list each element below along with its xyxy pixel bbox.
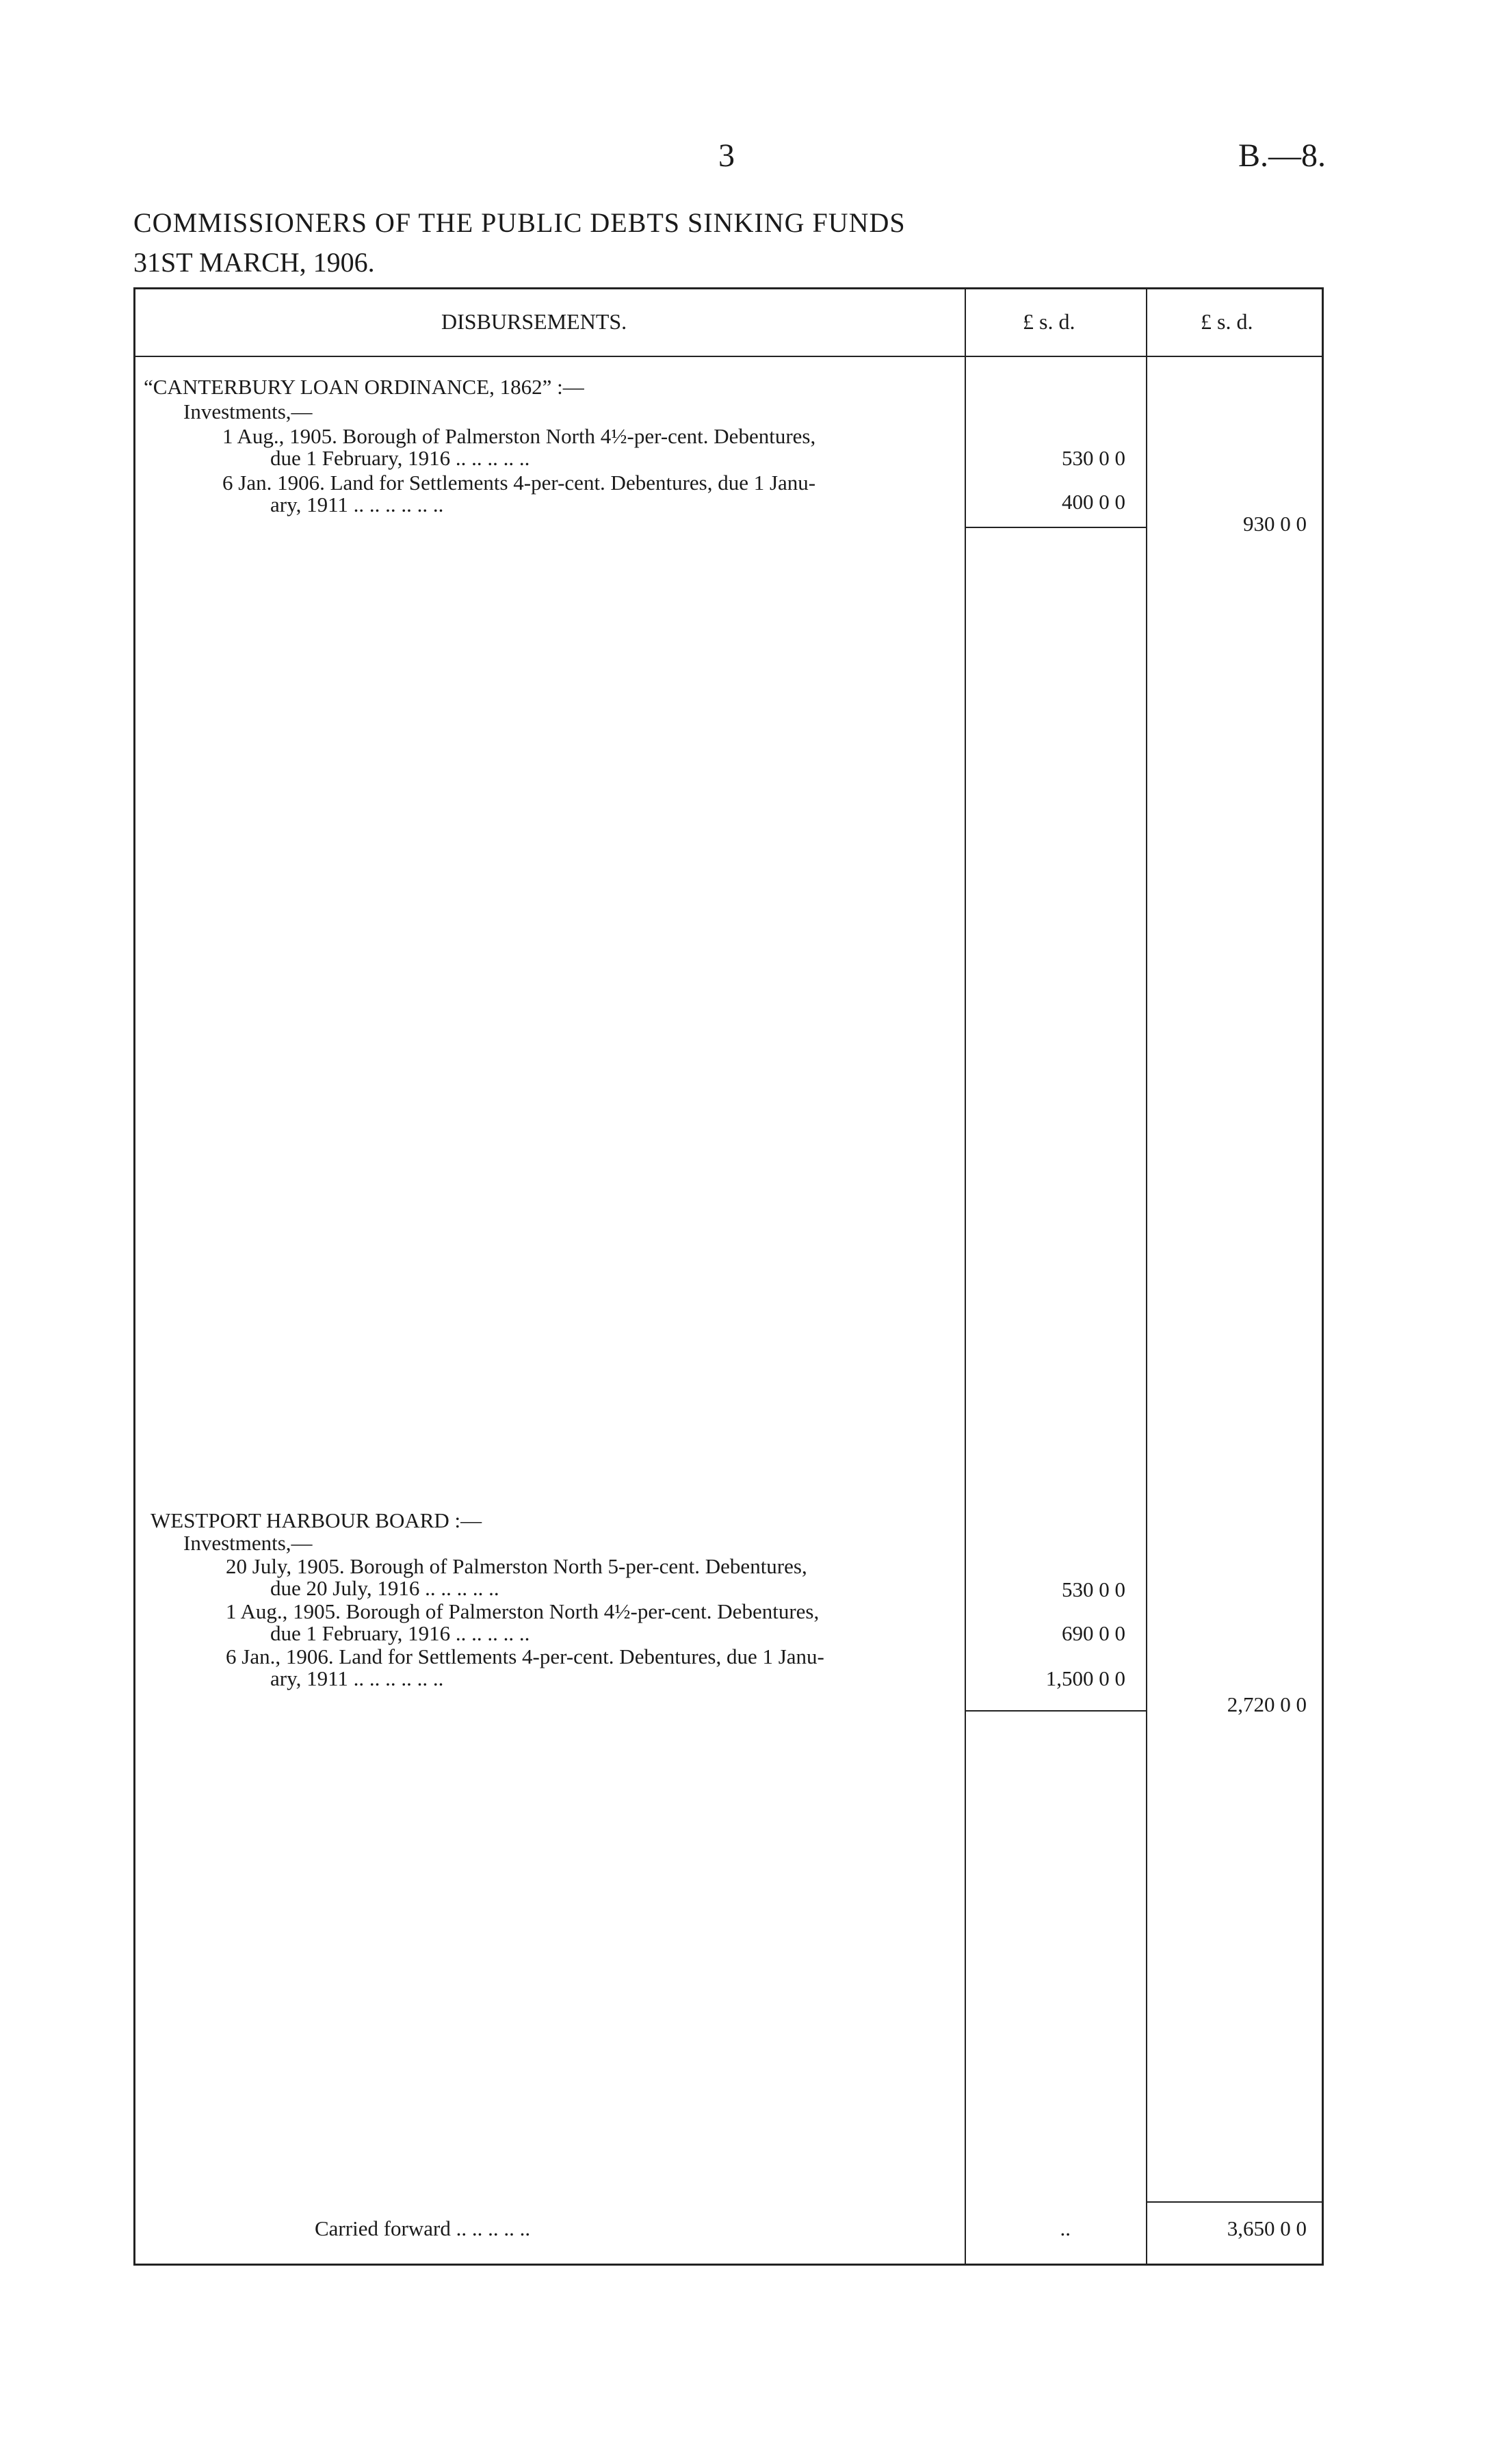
entry-amount: 400 0 0 — [1062, 490, 1125, 514]
section2-subtotal-rule — [965, 1710, 1146, 1712]
entry-line: due 20 July, 1916 .. .. .. .. .. — [270, 1576, 499, 1600]
entry-line: 6 Jan., 1906. Land for Settlements 4-per-cent. Debentures, due 1 Janu- — [226, 1644, 824, 1668]
section1-subtotal-rule — [965, 527, 1146, 528]
column-divider-2 — [1146, 287, 1147, 2266]
entry-amount: 690 0 0 — [1062, 1621, 1125, 1645]
carried-forward-rule — [1146, 2201, 1324, 2203]
entry-line: ary, 1911 .. .. .. .. .. .. — [270, 493, 444, 516]
section-subtitle: Investments,— — [183, 1531, 313, 1555]
column-divider-1 — [965, 287, 966, 2266]
entry-amount: 1,500 0 0 — [1045, 1666, 1125, 1690]
header-rule — [133, 356, 1324, 357]
page-date: 31ST MARCH, 1906. — [133, 247, 375, 278]
carried-forward-amount-1: .. — [1060, 2216, 1071, 2240]
entry-line: 20 July, 1905. Borough of Palmerston North 5-per-cent. Debentures, — [226, 1554, 807, 1578]
section-title: WESTPORT HARBOUR BOARD :— — [151, 1508, 482, 1532]
entry-line: 1 Aug., 1905. Borough of Palmerston North 4½-per-cent. Debentures, — [226, 1599, 820, 1623]
entry-line: due 1 February, 1916 .. .. .. .. .. — [270, 1621, 530, 1645]
column-header-description: DISBURSEMENTS. — [441, 309, 627, 334]
carried-forward-label: Carried forward .. .. .. .. .. — [315, 2216, 531, 2240]
section-title: “CANTERBURY LOAN ORDINANCE, 1862” :— — [144, 375, 584, 399]
section-total: 2,720 0 0 — [1227, 1692, 1307, 1716]
entry-amount: 530 0 0 — [1062, 446, 1125, 470]
entry-line: ary, 1911 .. .. .. .. .. .. — [270, 1666, 444, 1690]
entry-line: 1 Aug., 1905. Borough of Palmerston North 4½-per-cent. Debentures, — [222, 424, 816, 448]
page-title: COMMISSIONERS OF THE PUBLIC DEBTS SINKING FUNDS — [133, 207, 906, 238]
document-reference: B.—8. — [1238, 137, 1326, 174]
page-number: 3 — [718, 137, 735, 174]
section-total: 930 0 0 — [1243, 512, 1307, 536]
carried-forward-total: 3,650 0 0 — [1227, 2216, 1307, 2240]
section-subtitle: Investments,— — [183, 399, 313, 423]
disbursements-table — [133, 287, 1324, 2266]
column-header-amount-2: £ s. d. — [1201, 309, 1253, 334]
entry-line: due 1 February, 1916 .. .. .. .. .. — [270, 446, 530, 470]
column-header-amount-1: £ s. d. — [1023, 309, 1075, 334]
entry-amount: 530 0 0 — [1062, 1577, 1125, 1601]
entry-line: 6 Jan. 1906. Land for Settlements 4-per-cent. Debentures, due 1 Janu- — [222, 471, 816, 495]
